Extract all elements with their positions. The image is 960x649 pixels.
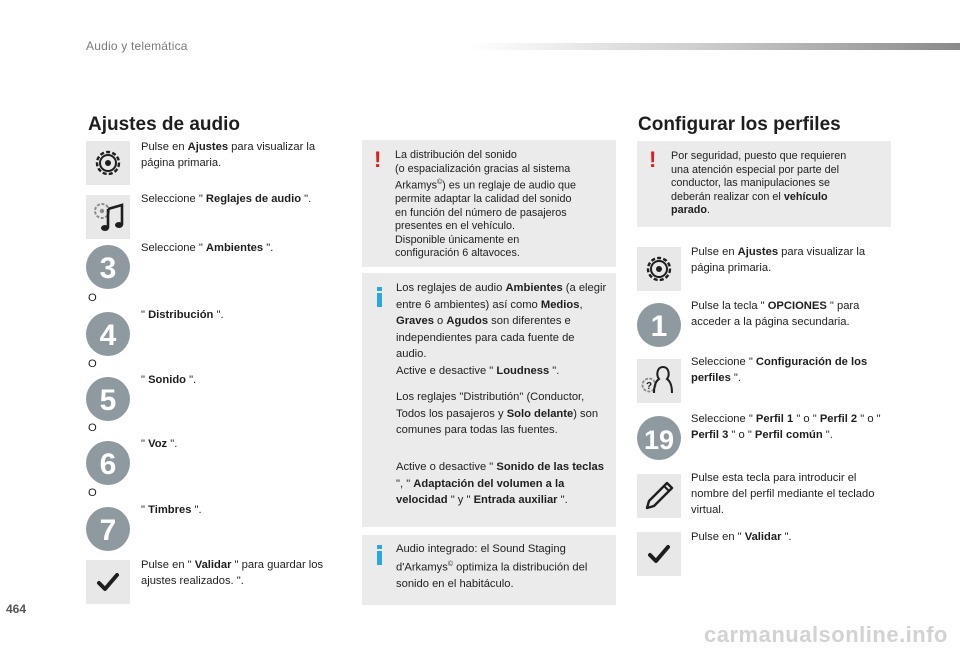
info-icon xyxy=(376,545,383,565)
svg-text:5: 5 xyxy=(99,384,117,417)
watermark: carmanualsonline.info xyxy=(704,622,948,647)
step-validar-right-text: Pulse en " Validar ". xyxy=(691,531,792,543)
settings-gear-icon xyxy=(637,247,681,291)
settings-icon-box xyxy=(86,141,130,185)
audio-settings-icon-box xyxy=(86,195,130,239)
svg-text:1: 1 xyxy=(650,310,668,343)
svg-text:4: 4 xyxy=(99,319,117,352)
exclamation-icon: ! xyxy=(374,147,382,172)
or-label: O xyxy=(88,422,97,434)
step-number-badge xyxy=(86,375,130,428)
note-reglajes-p3: Active o desactive " Sonido de las teclas ", " Adaptación del volumen a la velocidad " y " Entrada auxiliar ". xyxy=(396,461,604,506)
step-sonido-text: " Sonido ". xyxy=(141,374,197,386)
title-ajustes-audio: Ajustes de audio xyxy=(88,114,241,135)
edit-name-icon-box xyxy=(637,474,681,518)
note-audio-integrado xyxy=(362,535,616,605)
or-label: O xyxy=(88,358,97,370)
step-number-badge xyxy=(637,301,681,354)
svg-text:?: ? xyxy=(645,381,653,392)
settings-icon-box xyxy=(637,247,681,291)
step-ajustes-right-text: Pulse en Ajustes para visualizar la página primaria. xyxy=(691,246,866,274)
note-reglajes-p2: Los reglajes "Distributión" (Conductor, Todos los pasajeros y Solo delante) son comunes para todas las fuentes. xyxy=(396,391,599,436)
note-distribucion-text: La distribución del sonido (o espacialización gracias al sistema Arkamys©) es un reglaje de audio que permite adaptar la calidad del sonido en función del número de pasajeros presentes en el vehículo. Disponible únicamente en configuración 6 altavoces. xyxy=(395,149,577,260)
section-header: Audio y telemática xyxy=(86,39,188,53)
note-seguridad-text: Por seguridad, puesto que requieren una atención especial por parte del conductor, las manipulaciones se deberán realizar con el vehículo parado. xyxy=(671,150,847,216)
step-number-badge xyxy=(637,414,681,467)
step-reglajes-text: Seleccione " Reglajes de audio ". xyxy=(141,193,312,205)
step-validar-text: Pulse en " Validar " para guardar los ajustes realizados. ". xyxy=(141,559,324,587)
step-number-badge xyxy=(86,439,130,492)
step-timbres-text: " Timbres ". xyxy=(141,504,202,516)
header-gradient-bar xyxy=(470,43,960,50)
page-number: 464 xyxy=(6,602,27,616)
profile-gear-icon xyxy=(637,359,681,403)
step-configuracion-text: Seleccione " Configuración de los perfiles ". xyxy=(691,356,868,384)
svg-text:3: 3 xyxy=(99,252,117,285)
music-gear-icon xyxy=(86,195,130,239)
step-number-badge xyxy=(86,310,130,363)
profile-settings-icon-box xyxy=(637,359,681,403)
svg-text:7: 7 xyxy=(99,514,117,547)
validate-icon-box xyxy=(637,532,681,576)
step-number-badge xyxy=(86,243,130,296)
step-ajustes-text: Pulse en Ajustes para visualizar la página primaria. xyxy=(141,141,316,169)
step-perfil-text: Seleccione " Perfil 1 " o " Perfil 2 " o " Perfil 3 " o " Perfil común ". xyxy=(691,413,881,441)
note-audio-integrado-text: Audio integrado: el Sound Staging d'Arkamys© optimiza la distribución del sonido en el habitáculo. xyxy=(396,543,588,590)
note-reglajes-p1: Los reglajes de audio Ambientes (a elegir entre 6 ambientes) así como Medios, Graves o Agudos son diferentes e independientes para cada fuente de audio. Active e desactive " Loudness ". xyxy=(396,282,607,377)
exclamation-icon: ! xyxy=(649,147,657,172)
note-reglajes xyxy=(362,273,616,527)
note-distribucion xyxy=(362,140,616,267)
checkmark-icon xyxy=(637,532,681,576)
checkmark-icon xyxy=(86,560,130,604)
step-number-badge xyxy=(86,505,130,558)
svg-text:19: 19 xyxy=(643,425,675,455)
svg-text:6: 6 xyxy=(99,448,117,481)
step-opciones-text: Pulse la tecla " OPCIONES " para acceder a la página secundaria. xyxy=(691,300,860,328)
step-distribucion-text: " Distribución ". xyxy=(141,309,224,321)
title-configurar-perfiles: Configurar los perfiles xyxy=(638,114,841,135)
or-label: O xyxy=(88,487,97,499)
pencil-icon xyxy=(637,474,681,518)
step-nombre-text: Pulse esta tecla para introducir el nombre del perfil mediante el teclado virtual. xyxy=(691,472,875,516)
info-icon xyxy=(376,287,383,307)
note-seguridad xyxy=(637,141,891,227)
or-label: O xyxy=(88,292,97,304)
settings-gear-icon xyxy=(86,141,130,185)
validate-icon-box xyxy=(86,560,130,604)
step-voz-text: " Voz ". xyxy=(141,438,178,450)
step-ambientes-text: Seleccione " Ambientes ". xyxy=(141,242,274,254)
